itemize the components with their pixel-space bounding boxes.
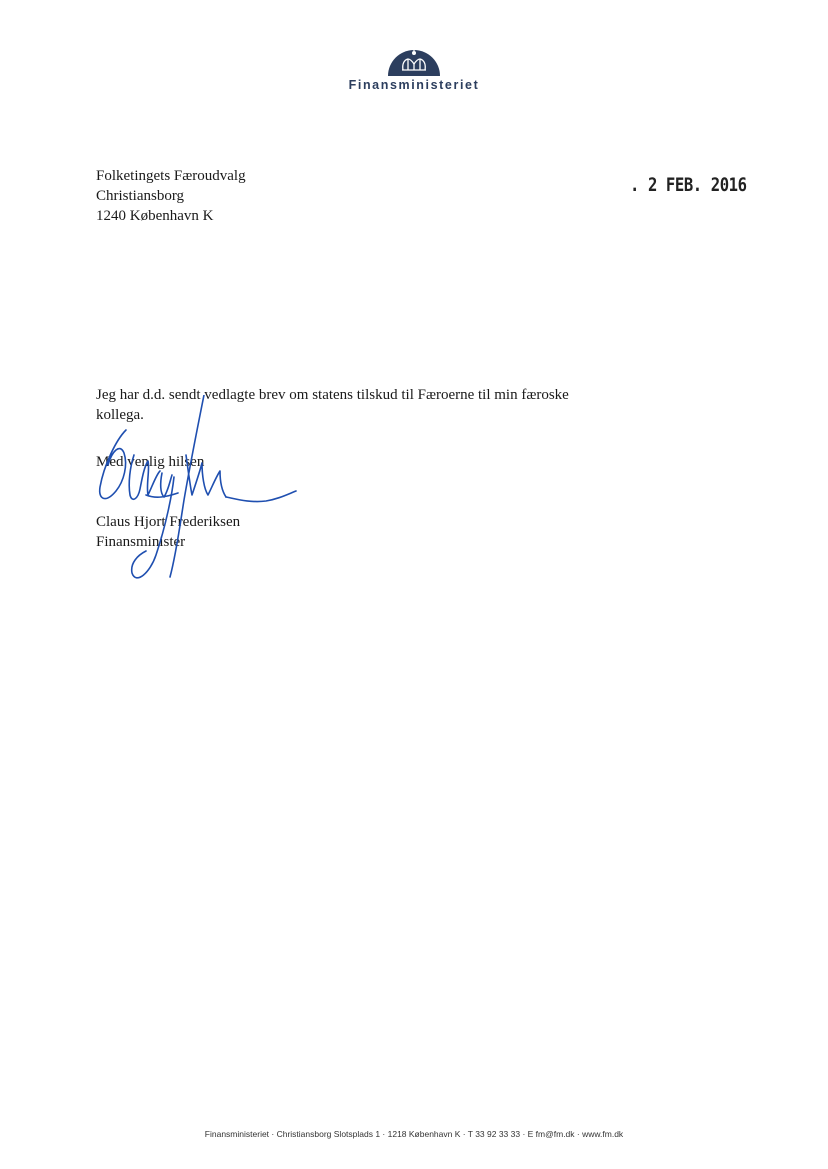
signer-block [96, 512, 240, 552]
signer-title: Finansminister [96, 534, 186, 550]
recipient-line: 1240 København K [96, 208, 214, 224]
letterhead-logo [0, 42, 828, 92]
recipient-line: Folketingets Færoudvalg [96, 168, 246, 184]
closing-greeting: Med venlig hilsen [96, 454, 205, 470]
page-footer: Finansministeriet · Christiansborg Slotsplads 1 · 1218 København K · T 33 92 33 33 · E fm@fm.dk · www.fm.dk [204, 1129, 624, 1139]
letter-body: Jeg har d.d. sendt vedlagte brev om statens tilskud til Færoerne til min færoske kollega. [96, 387, 569, 423]
recipient-line: Christiansborg [96, 188, 185, 204]
recipient-address [96, 166, 246, 226]
date-stamp: . 2 FEB. 2016 [630, 174, 747, 196]
crown-emblem-icon [386, 42, 442, 76]
signer-name: Claus Hjort Frederiksen [96, 514, 241, 530]
ministry-wordmark: Finansministeriet [348, 78, 480, 92]
